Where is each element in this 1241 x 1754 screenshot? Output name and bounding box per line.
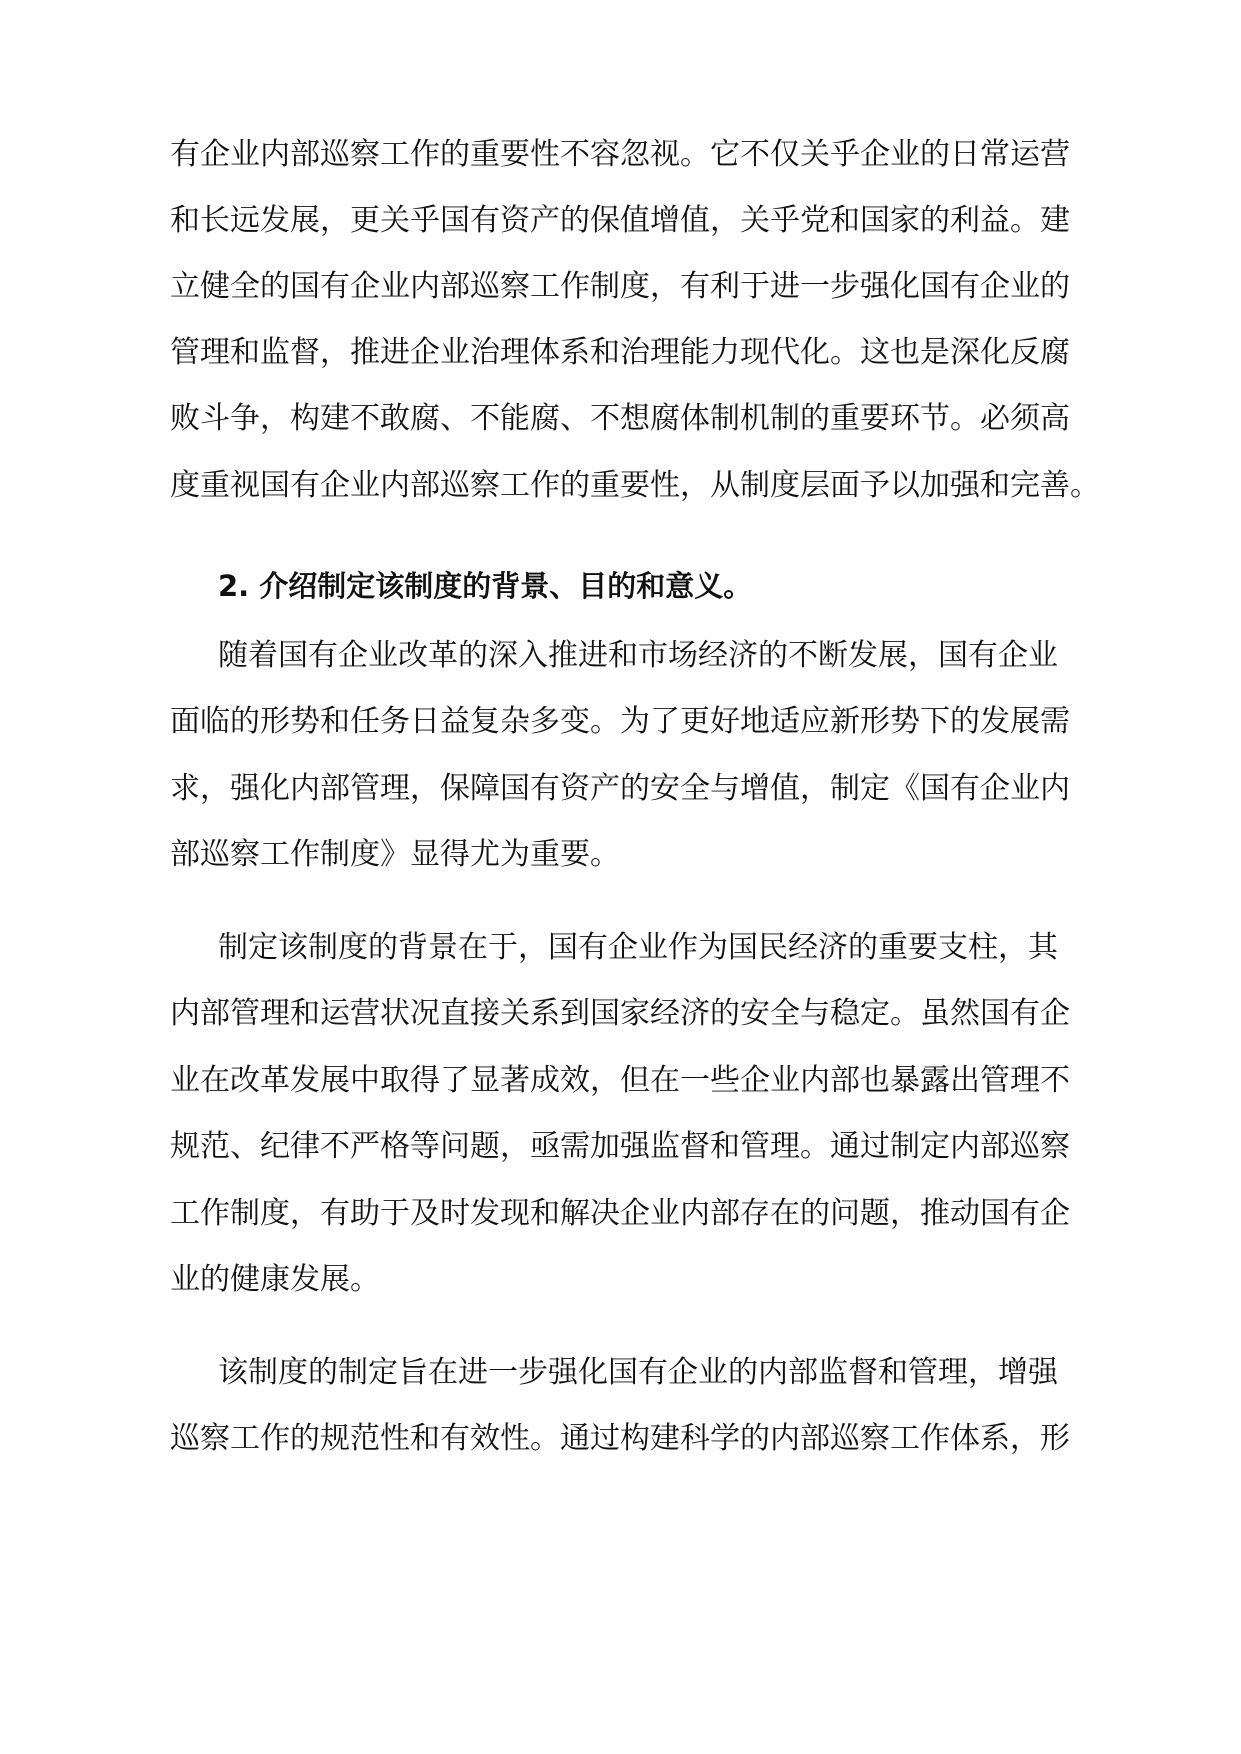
text-line: 度重视国有企业内部巡察工作的重要性，从制度层面予以加强和完善。: [170, 468, 1100, 503]
paragraph-1-line: [0, 262, 1241, 312]
text-line: 巡察工作的规范性和有效性。通过构建科学的内部巡察工作体系，形: [170, 1421, 1070, 1456]
paragraph-1-line: [0, 461, 1241, 511]
text-line: 该制度的制定旨在进一步强化国有企业的内部监督和管理，增强: [218, 1355, 1058, 1390]
paragraph-1-line: [0, 130, 1241, 180]
paragraph-3-line: [0, 1122, 1241, 1172]
section-heading: [0, 561, 1241, 611]
paragraph-3-line: [0, 989, 1241, 1039]
paragraph-1-line: [0, 328, 1241, 378]
text-line: 业在改革发展中取得了显著成效，但在一些企业内部也暴露出管理不: [170, 1063, 1070, 1098]
text-line: 和长远发展，更关乎国有资产的保值增值，关乎党和国家的利益。建: [170, 203, 1070, 238]
paragraph-1-line: [0, 196, 1241, 246]
paragraph-4-line: [0, 1348, 1241, 1398]
paragraph-2-line: [0, 764, 1241, 814]
text-line: 管理和监督，推进企业治理体系和治理能力现代化。这也是深化反腐: [170, 335, 1070, 370]
paragraph-3-line: [0, 1189, 1241, 1239]
paragraph-2-line: [0, 830, 1241, 880]
text-line: 败斗争，构建不敢腐、不能腐、不想腐体制机制的重要环节。必须高: [170, 401, 1070, 436]
text-line: 业的健康发展。: [170, 1262, 380, 1297]
text-line: 内部管理和运营状况直接关系到国家经济的安全与稳定。虽然国有企: [170, 996, 1070, 1031]
text-line: 求，强化内部管理，保障国有资产的安全与增值，制定《国有企业内: [170, 771, 1070, 806]
text-line: 制定该制度的背景在于，国有企业作为国民经济的重要支柱，其: [218, 930, 1058, 965]
section-heading-text: 2. 介绍制定该制度的背景、目的和意义。: [218, 569, 753, 603]
text-line: 随着国有企业改革的深入推进和市场经济的不断发展，国有企业: [218, 638, 1058, 673]
text-line: 有企业内部巡察工作的重要性不容忽视。它不仅关乎企业的日常运营: [170, 137, 1070, 172]
paragraph-3-line: [0, 923, 1241, 973]
paragraph-2-line: [0, 631, 1241, 681]
paragraph-3-line: [0, 1255, 1241, 1305]
paragraph-1-line: [0, 394, 1241, 444]
text-line: 面临的形势和任务日益复杂多变。为了更好地适应新形势下的发展需: [170, 704, 1070, 739]
text-line: 规范、纪律不严格等问题，亟需加强监督和管理。通过制定内部巡察: [170, 1129, 1070, 1164]
paragraph-2-line: [0, 697, 1241, 747]
text-line: 立健全的国有企业内部巡察工作制度，有利于进一步强化国有企业的: [170, 269, 1070, 304]
text-line: 工作制度，有助于及时发现和解决企业内部存在的问题，推动国有企: [170, 1196, 1070, 1231]
paragraph-3-line: [0, 1056, 1241, 1106]
paragraph-4-line: [0, 1414, 1241, 1464]
text-line: 部巡察工作制度》显得尤为重要。: [170, 837, 620, 872]
